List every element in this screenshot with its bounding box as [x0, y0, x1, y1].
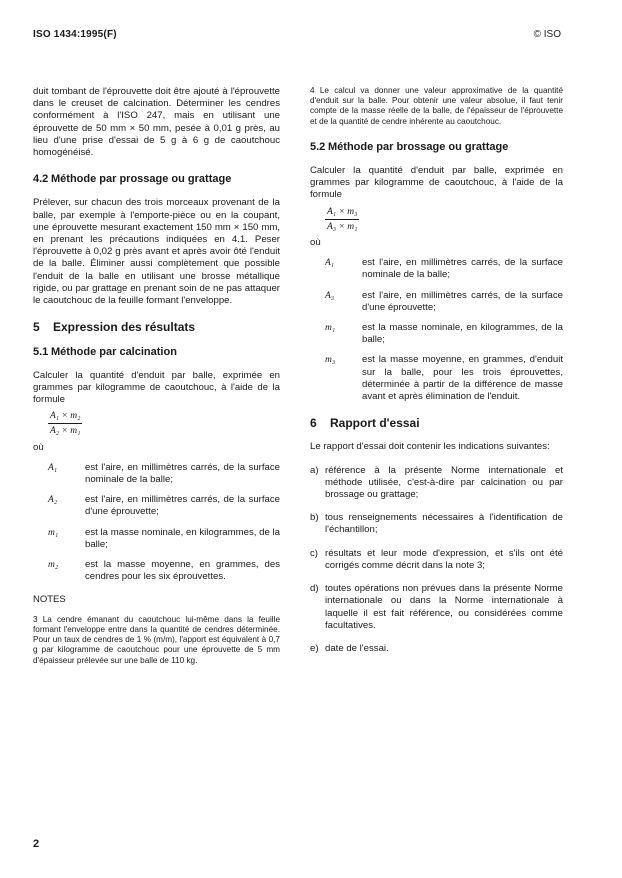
section-number: 5.1	[33, 346, 49, 359]
report-item	[310, 512, 563, 536]
report-item	[310, 643, 563, 655]
section-6-heading	[310, 417, 563, 429]
definition-item	[310, 290, 563, 314]
section-4-2-heading	[33, 173, 280, 185]
note-3: 3 La cendre émanant du caoutchouc lui-même dans la feuille formant l'enveloppe entre dans la quantité de cendres déterminée. Pour un taux de cendres de 1 % (m/m), l'apport est équivalent à 0,7 g par kilogramme de caoutchouc pour une éprouvette de 5 mm d'épaisseur prélevée sur une balle de 110 kg.	[33, 614, 280, 665]
section-title: Rapport d'essai	[330, 416, 420, 431]
section-5-2-text: Calculer la quantité d'enduit par balle, exprimée en grammes par kilogramme de caoutchouc, à l'aide de la formule	[310, 165, 563, 201]
definition-item	[33, 527, 280, 551]
formula-numerator: A₁ × m₃	[325, 206, 359, 220]
where-label: où	[310, 237, 321, 249]
definition-symbol: A₁	[325, 258, 335, 269]
definition-text: est la masse nominale, en kilogrammes, de la balle;	[85, 526, 280, 550]
formula-5-1	[48, 410, 82, 437]
section-5-1-text: Calculer la quantité d'enduit par balle, exprimée en grammes par kilogramme de caoutchouc, à l'aide de la formule	[33, 369, 280, 406]
formula-denominator: A₂ × m₁	[50, 426, 81, 437]
definition-text: est l'aire, en millimètres carrés, de la surface nominale de la balle;	[362, 257, 563, 281]
left-column	[33, 86, 280, 666]
formula-numerator: A₁ × m₂	[48, 410, 82, 424]
definition-text: est la masse nominale, en kilogrammes, de la balle;	[362, 322, 563, 346]
item-label: b)	[310, 512, 319, 524]
section-5-1-heading	[33, 346, 280, 358]
item-label: e)	[310, 642, 319, 654]
section-5-heading	[33, 321, 280, 333]
section-6-text: Le rapport d'essai doit contenir les indications suivantes:	[310, 441, 550, 453]
definition-symbol: m₃	[325, 355, 336, 366]
note-4: 4 Le calcul va donner une valeur approximative de la quantité d'enduit sur la balle. Pour obtenir une valeur absolue, il faut tenir compte de la masse réelle de la balle, de l'épaisseur de l'éprouvette et de la quantité de cendre inhérente au caoutchouc.	[310, 86, 563, 126]
section-title: Méthode par prossage ou grattage	[51, 173, 232, 186]
formula-5-2	[325, 206, 359, 233]
item-text: date de l'essai.	[325, 642, 389, 654]
section-number: 4.2	[33, 173, 49, 186]
section-number: 5	[33, 320, 40, 335]
section-title: Méthode par brossage ou grattage	[328, 140, 509, 153]
definition-item	[33, 462, 280, 486]
item-text: tous renseignements nécessaires à l'identification de l'échantillon;	[325, 512, 563, 536]
definition-symbol: m₂	[48, 560, 59, 571]
definition-text: est l'aire, en millimètres carrés, de la surface nominale de la balle;	[85, 461, 280, 486]
right-column	[310, 86, 563, 655]
item-text: référence à la présente Norme internationale et méthode utilisée, c'est-à-dire par calcination ou par brossage ou grattage;	[325, 464, 563, 501]
definition-item	[310, 257, 563, 281]
definition-text: est l'aire, en millimètres carrés, de la surface d'une éprouvette;	[85, 494, 280, 518]
report-item	[310, 465, 563, 502]
report-item	[310, 548, 563, 572]
section-title: Expression des résultats	[53, 320, 196, 335]
item-label: a)	[310, 464, 319, 476]
definition-symbol: A₂	[48, 495, 58, 506]
page-number: 2	[33, 838, 40, 850]
section-number: 5.2	[310, 140, 326, 153]
definition-symbol: A₃	[325, 290, 335, 301]
definition-item	[33, 559, 280, 583]
formula-denominator: A₃ × m₁	[327, 221, 358, 232]
standard-number: ISO 1434:1995(F)	[33, 29, 117, 40]
section-number: 6	[310, 416, 317, 431]
definition-symbol: A₁	[48, 462, 58, 473]
intro-paragraph: duit tombant de l'éprouvette doit être ajouté à l'éprouvette dans le creuset de calcination. Déterminer les cendres conformément à l'ISO 247, mais en utilisant une éprouvette de 50 mm × 50 mm, pesée à 0,01 g près, au lieu d'une prise d'essai de 5 g à 6 g de caoutchouc homogénéisé.	[33, 86, 280, 159]
definition-text: est la masse moyenne, en grammes, des cendres pour les six éprouvettes.	[85, 559, 280, 583]
section-title: Méthode par calcination	[51, 346, 177, 359]
definition-symbol: m₁	[48, 527, 59, 538]
item-label: c)	[310, 547, 318, 559]
definition-item	[310, 354, 563, 403]
item-text: résultats et leur mode d'expression, et s'ils ont été corrigés comme décrit dans la note 3;	[325, 547, 563, 571]
definition-item	[33, 494, 280, 518]
definition-item	[310, 322, 563, 346]
item-text: toutes opérations non prévues dans la présente Norme internationale ou dans la Norme internationale à laquelle il est fait référence, ou considérées comme facultatives.	[325, 583, 563, 631]
definition-symbol: m₁	[325, 323, 336, 334]
notes-title: NOTES	[33, 593, 66, 605]
report-item	[310, 583, 563, 632]
item-label: d)	[310, 583, 319, 595]
definition-text: est l'aire, en millimètres carrés, de la surface d'une éprouvette;	[362, 289, 563, 313]
copyright: © ISO	[533, 29, 561, 40]
section-5-2-heading	[310, 141, 563, 153]
definition-text: est la masse moyenne, en grammes, d'enduit sur la balle, pour les trois éprouvettes, déterminée à partir de la différence de masse avant et après élimination de l'enduit.	[362, 354, 563, 403]
section-4-2-text: Prélever, sur chacun des trois morceaux provenant de la balle, par exemple à l'emporte-pièce ou en la coupant, une éprouvette mesurant exactement 150 mm × 150 mm, en prenant les précautions indiquées en 4.1. Peser l'éprouvette à 0,02 g près avant et après avoir ôté l'enduit de la balle. Éliminer aussi complètement que possible l'enduit de la balle en utilisant une brosse métallique rigide, ou par grattage en prenant soin de ne pas attaquer le caoutchouc de la feuille formant l'enveloppe.	[33, 197, 280, 307]
where-label: où	[33, 441, 44, 453]
